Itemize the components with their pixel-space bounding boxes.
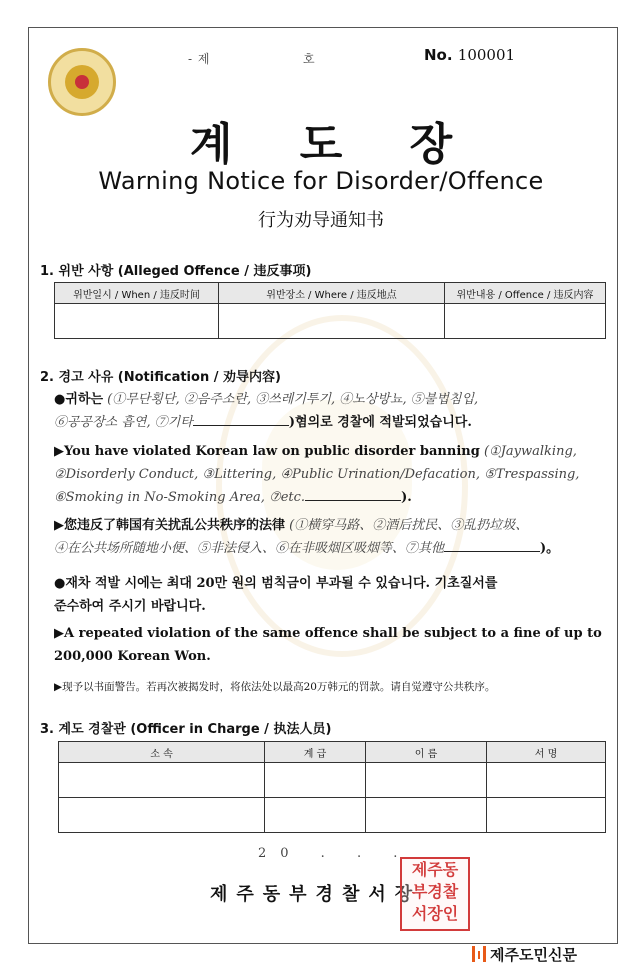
col-rank: 계 급: [265, 742, 366, 763]
officer-cell[interactable]: [265, 798, 366, 833]
en-other-blank[interactable]: [305, 488, 401, 501]
newspaper-logo-icon: [472, 946, 486, 962]
officer-cell[interactable]: [366, 798, 487, 833]
section3-heading: 3. 계도 경찰관 (Officer in Charge / 执法人员): [40, 722, 332, 737]
officer-table: [58, 741, 606, 833]
docno-suffix: 호: [303, 52, 315, 66]
title-english: Warning Notice for Disorder/Offence: [98, 167, 544, 195]
police-emblem-icon: [48, 48, 116, 116]
title-korean: 계 도 장: [189, 119, 479, 170]
fine-warning-chinese: ▶现予以书面警告。若再次被揭发时，将依法处以最高20万韩元的罚款。请自觉遵守公共秩序。: [54, 681, 496, 693]
col-affiliation: 소 속: [59, 742, 265, 763]
zh-other-blank[interactable]: [444, 539, 540, 552]
officer-cell[interactable]: [366, 763, 487, 798]
offence-cell[interactable]: [445, 304, 606, 339]
where-cell[interactable]: [219, 304, 445, 339]
offence-table: [54, 282, 606, 339]
officer-cell[interactable]: [487, 798, 606, 833]
col-name: 이 름: [366, 742, 487, 763]
section2-heading: 2. 경고 사유 (Notification / 劝导内容): [40, 370, 281, 385]
col-where: 위반장소 / Where / 违反地点: [219, 283, 445, 304]
english-violation-statement: ▶You have violated Korean law on public disorder banning (①Jaywalking, ②Disorderly Conduct, ③Littering, ④Public Urination/Defacation, ⑤Trespassing, ⑥Smoking in No-Smoking Area, ⑦etc. ).: [54, 444, 580, 505]
official-seal: 제주동 부경찰 서장인: [400, 857, 470, 931]
issue-date: 20 . . .: [258, 846, 412, 861]
fine-warning-korean: ●재차 적발 시에는 최대 20만 원의 범칙금이 부과될 수 있습니다. 기초질서를 준수하여 주시기 바랍니다.: [54, 576, 498, 614]
officer-cell[interactable]: [59, 763, 265, 798]
officer-cell[interactable]: [265, 763, 366, 798]
fine-warning-english: ▶A repeated violation of the same offence shall be subject to a fine of up to 200,000 Korean Won.: [54, 626, 602, 664]
col-when: 위반일시 / When / 违反时间: [55, 283, 219, 304]
officer-cell[interactable]: [59, 798, 265, 833]
col-signature: 서 명: [487, 742, 606, 763]
ko-other-blank[interactable]: [193, 413, 289, 426]
chinese-violation-statement: ▶您违反了韩国有关扰乱公共秩序的法律 (①横穿马路、②酒后扰民、③乱扔垃圾、 ④在公共场所随地小便、⑤非法侵入、⑥在非吸烟区吸烟等、⑦其他 )。: [54, 518, 560, 556]
officer-cell[interactable]: [487, 763, 606, 798]
issuer-name: 제주동부경찰서장: [210, 884, 422, 905]
col-offence: 위반내용 / Offence / 违反内容: [445, 283, 606, 304]
title-chinese: 行为劝导通知书: [258, 210, 384, 231]
document-number: No. 100001: [424, 46, 516, 64]
docno-prefix: - 제: [188, 52, 211, 66]
when-cell[interactable]: [55, 304, 219, 339]
source-credit: 제주도민신문: [472, 944, 577, 965]
korean-violation-statement: ●귀하는 (①무단횡단, ②음주소란, ③쓰레기투기, ④노상방뇨, ⑤불법침입, ⑥공공장소 흡연, ⑦기타 )혐의로 경찰에 적발되었습니다.: [54, 392, 479, 430]
section1-heading: 1. 위반 사항 (Alleged Offence / 违反事项): [40, 264, 312, 279]
